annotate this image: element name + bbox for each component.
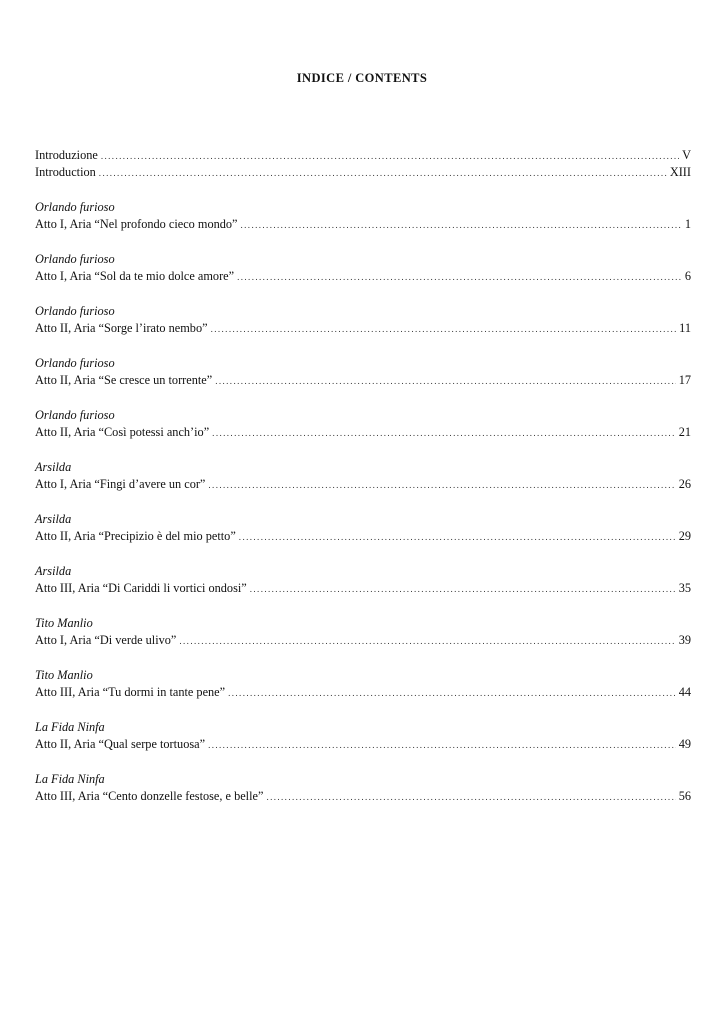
aria-title: Atto I, Aria “Fingi d’avere un cor” <box>35 477 206 491</box>
opera-title: Arsilda <box>35 564 72 578</box>
toc-entry[interactable] <box>35 615 691 649</box>
dot-leader <box>99 165 667 182</box>
toc-entry[interactable] <box>35 303 691 337</box>
toc-row <box>35 684 691 701</box>
toc-page-number: 1 <box>684 217 691 231</box>
toc-row <box>35 216 691 233</box>
toc-entry[interactable] <box>35 719 691 753</box>
intro-section <box>35 147 691 181</box>
toc-page-number: 11 <box>679 321 691 335</box>
opera-title: Tito Manlio <box>35 616 93 630</box>
aria-title: Atto I, Aria “Di verde ulivo” <box>35 633 177 647</box>
toc-row <box>35 580 691 597</box>
toc-entry[interactable] <box>35 459 691 493</box>
toc-page-number: 21 <box>678 425 691 439</box>
aria-title: Atto III, Aria “Di Cariddi li vortici ondosi” <box>35 581 247 595</box>
dot-leader <box>179 633 675 650</box>
opera-title: Arsilda <box>35 512 72 526</box>
toc-row <box>35 632 691 649</box>
dot-leader <box>211 321 677 338</box>
toc-page-number: XIII <box>669 165 691 179</box>
toc-page-number: 17 <box>678 373 691 387</box>
toc-row <box>35 424 691 441</box>
opera-title: Orlando furioso <box>35 356 115 370</box>
opera-title: Orlando furioso <box>35 200 115 214</box>
toc-row <box>35 320 691 337</box>
opera-title: La Fida Ninfa <box>35 772 105 786</box>
table-of-contents <box>35 147 691 823</box>
opera-title: Orlando furioso <box>35 304 115 318</box>
toc-page-number: 6 <box>684 269 691 283</box>
toc-entry[interactable] <box>35 771 691 805</box>
opera-title: Orlando furioso <box>35 408 115 422</box>
dot-leader <box>101 148 679 165</box>
toc-entry[interactable] <box>35 407 691 441</box>
toc-row <box>35 268 691 285</box>
toc-page-number: 35 <box>678 581 691 595</box>
aria-title: Atto III, Aria “Cento donzelle festose, e belle” <box>35 789 264 803</box>
aria-title: Atto II, Aria “Sorge l’irato nembo” <box>35 321 208 335</box>
dot-leader <box>241 217 682 234</box>
toc-page-number: 56 <box>678 789 691 803</box>
aria-title: Atto II, Aria “Se cresce un torrente” <box>35 373 213 387</box>
opera-title: Tito Manlio <box>35 668 93 682</box>
aria-title: Atto III, Aria “Tu dormi in tante pene” <box>35 685 226 699</box>
toc-label: Introduzione <box>35 148 98 162</box>
aria-title: Atto I, Aria “Nel profondo cieco mondo” <box>35 217 238 231</box>
dot-leader <box>212 425 676 442</box>
dot-leader <box>215 373 676 390</box>
dot-leader <box>208 477 675 494</box>
toc-entry[interactable] <box>35 511 691 545</box>
toc-row <box>35 788 691 805</box>
dot-leader <box>228 685 676 702</box>
toc-row <box>35 528 691 545</box>
dot-leader <box>250 581 676 598</box>
toc-row <box>35 736 691 753</box>
aria-title: Atto II, Aria “Così potessi anch’io” <box>35 425 210 439</box>
toc-page-number: 39 <box>678 633 691 647</box>
toc-row-introduzione[interactable] <box>35 147 691 164</box>
opera-title: Orlando furioso <box>35 252 115 266</box>
toc-page-number: 26 <box>678 477 691 491</box>
toc-row-introduction[interactable] <box>35 164 691 181</box>
aria-title: Atto I, Aria “Sol da te mio dolce amore” <box>35 269 235 283</box>
toc-page-number: V <box>682 148 691 162</box>
aria-title: Atto II, Aria “Precipizio è del mio petto” <box>35 529 236 543</box>
dot-leader <box>266 789 675 806</box>
toc-label: Introduction <box>35 165 96 179</box>
toc-entry[interactable] <box>35 251 691 285</box>
toc-entry[interactable] <box>35 563 691 597</box>
dot-leader <box>208 737 676 754</box>
toc-page-number: 29 <box>678 529 691 543</box>
toc-row <box>35 476 691 493</box>
dot-leader <box>239 529 676 546</box>
toc-page-number: 44 <box>678 685 691 699</box>
page-title: INDICE / CONTENTS <box>296 71 428 85</box>
aria-title: Atto II, Aria “Qual serpe tortuosa” <box>35 737 206 751</box>
dot-leader <box>237 269 682 286</box>
opera-title: La Fida Ninfa <box>35 720 105 734</box>
toc-row <box>35 372 691 389</box>
toc-page-number: 49 <box>678 737 691 751</box>
toc-entry[interactable] <box>35 667 691 701</box>
opera-title: Arsilda <box>35 460 72 474</box>
toc-entry[interactable] <box>35 199 691 233</box>
toc-entry[interactable] <box>35 355 691 389</box>
